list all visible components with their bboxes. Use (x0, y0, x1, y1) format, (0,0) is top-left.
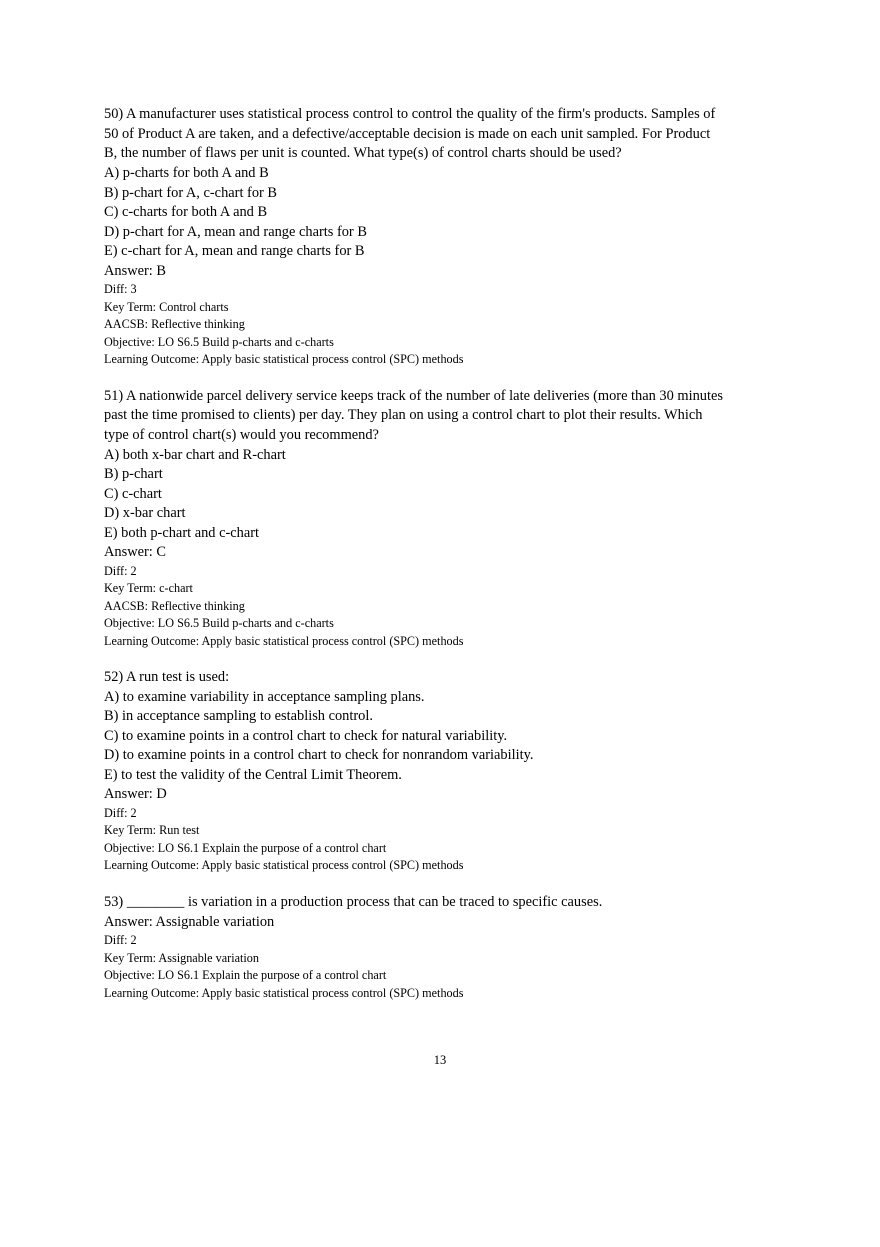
question-50 (104, 105, 724, 369)
question-51-choice-b: B) p-chart (104, 466, 163, 483)
question-53-learning-outcome: Learning Outcome: Apply basic statistical process control (SPC) methods (104, 985, 464, 1000)
question-51-text: 51) A nationwide parcel delivery service keeps track of the number of late deliveries (more than 30 minutes past the time promised to clients) per day. They plan on using a control chart to plot their results. Which type of control chart(s) would you recommend? (104, 387, 723, 444)
question-52-choice-b: B) in acceptance sampling to establish control. (104, 708, 373, 725)
question-51-key-term: Key Term: c-chart (104, 581, 193, 596)
question-52-answer: Answer: D (104, 786, 167, 803)
question-51-choice-c: C) c-chart (104, 485, 162, 502)
question-50-aacsb: AACSB: Reflective thinking (104, 317, 245, 332)
page-number: 13 (433, 1053, 447, 1067)
question-52-choice-c: C) to examine points in a control chart to check for natural variability. (104, 727, 508, 744)
question-50-choice-c: C) c-charts for both A and B (104, 204, 268, 221)
question-52-choice-e: E) to test the validity of the Central Limit Theorem. (104, 766, 402, 783)
question-50-objective: Objective: LO S6.5 Build p-charts and c-charts (104, 334, 334, 349)
question-51-learning-outcome: Learning Outcome: Apply basic statistical process control (SPC) methods (104, 633, 464, 648)
question-50-diff: Diff: 3 (104, 282, 137, 297)
question-53-diff: Diff: 2 (104, 933, 137, 948)
question-51-choice-e: E) both p-chart and c-chart (104, 524, 260, 541)
question-51-diff: Diff: 2 (104, 563, 137, 578)
question-52 (104, 668, 724, 875)
question-53-text: 53) ________ is variation in a production process that can be traced to specific causes. (104, 893, 603, 910)
question-50-choice-e: E) c-chart for A, mean and range charts for B (104, 243, 365, 260)
question-52-choice-a: A) to examine variability in acceptance sampling plans. (104, 688, 425, 705)
question-51-aacsb: AACSB: Reflective thinking (104, 598, 245, 613)
question-51-choice-d: D) x-bar chart (104, 505, 186, 522)
question-51-answer: Answer: C (104, 544, 166, 561)
question-53-key-term: Key Term: Assignable variation (104, 950, 259, 965)
question-50-key-term: Key Term: Control charts (104, 299, 229, 314)
question-53-objective: Objective: LO S6.1 Explain the purpose of a control chart (104, 968, 387, 983)
question-51 (104, 387, 724, 651)
question-52-text: 52) A run test is used: (104, 669, 230, 686)
question-50-answer: Answer: B (104, 262, 166, 279)
question-50-choice-b: B) p-chart for A, c-chart for B (104, 184, 278, 201)
question-50-choice-d: D) p-chart for A, mean and range charts for B (104, 223, 367, 240)
question-50-text: 50) A manufacturer uses statistical process control to control the quality of the firm's products. Samples of 50 of Product A are taken, and a defective/acceptable decision is made on each unit sampled. For Product B, the number of flaws per unit is counted. What type(s) of control charts should be used? (104, 106, 716, 162)
question-52-diff: Diff: 2 (104, 805, 137, 820)
question-53 (104, 893, 724, 1002)
question-52-key-term: Key Term: Run test (104, 823, 200, 838)
question-51-choice-a: A) both x-bar chart and R-chart (104, 446, 286, 463)
question-list (104, 105, 724, 1020)
question-52-learning-outcome: Learning Outcome: Apply basic statistical process control (SPC) methods (104, 858, 464, 873)
question-52-choice-d: D) to examine points in a control chart to check for nonrandom variability. (104, 747, 534, 764)
question-52-objective: Objective: LO S6.1 Explain the purpose of a control chart (104, 840, 387, 855)
question-50-learning-outcome: Learning Outcome: Apply basic statistical process control (SPC) methods (104, 352, 464, 367)
question-51-objective: Objective: LO S6.5 Build p-charts and c-charts (104, 616, 334, 631)
question-53-answer: Answer: Assignable variation (104, 913, 275, 930)
question-50-choice-a: A) p-charts for both A and B (104, 165, 269, 182)
